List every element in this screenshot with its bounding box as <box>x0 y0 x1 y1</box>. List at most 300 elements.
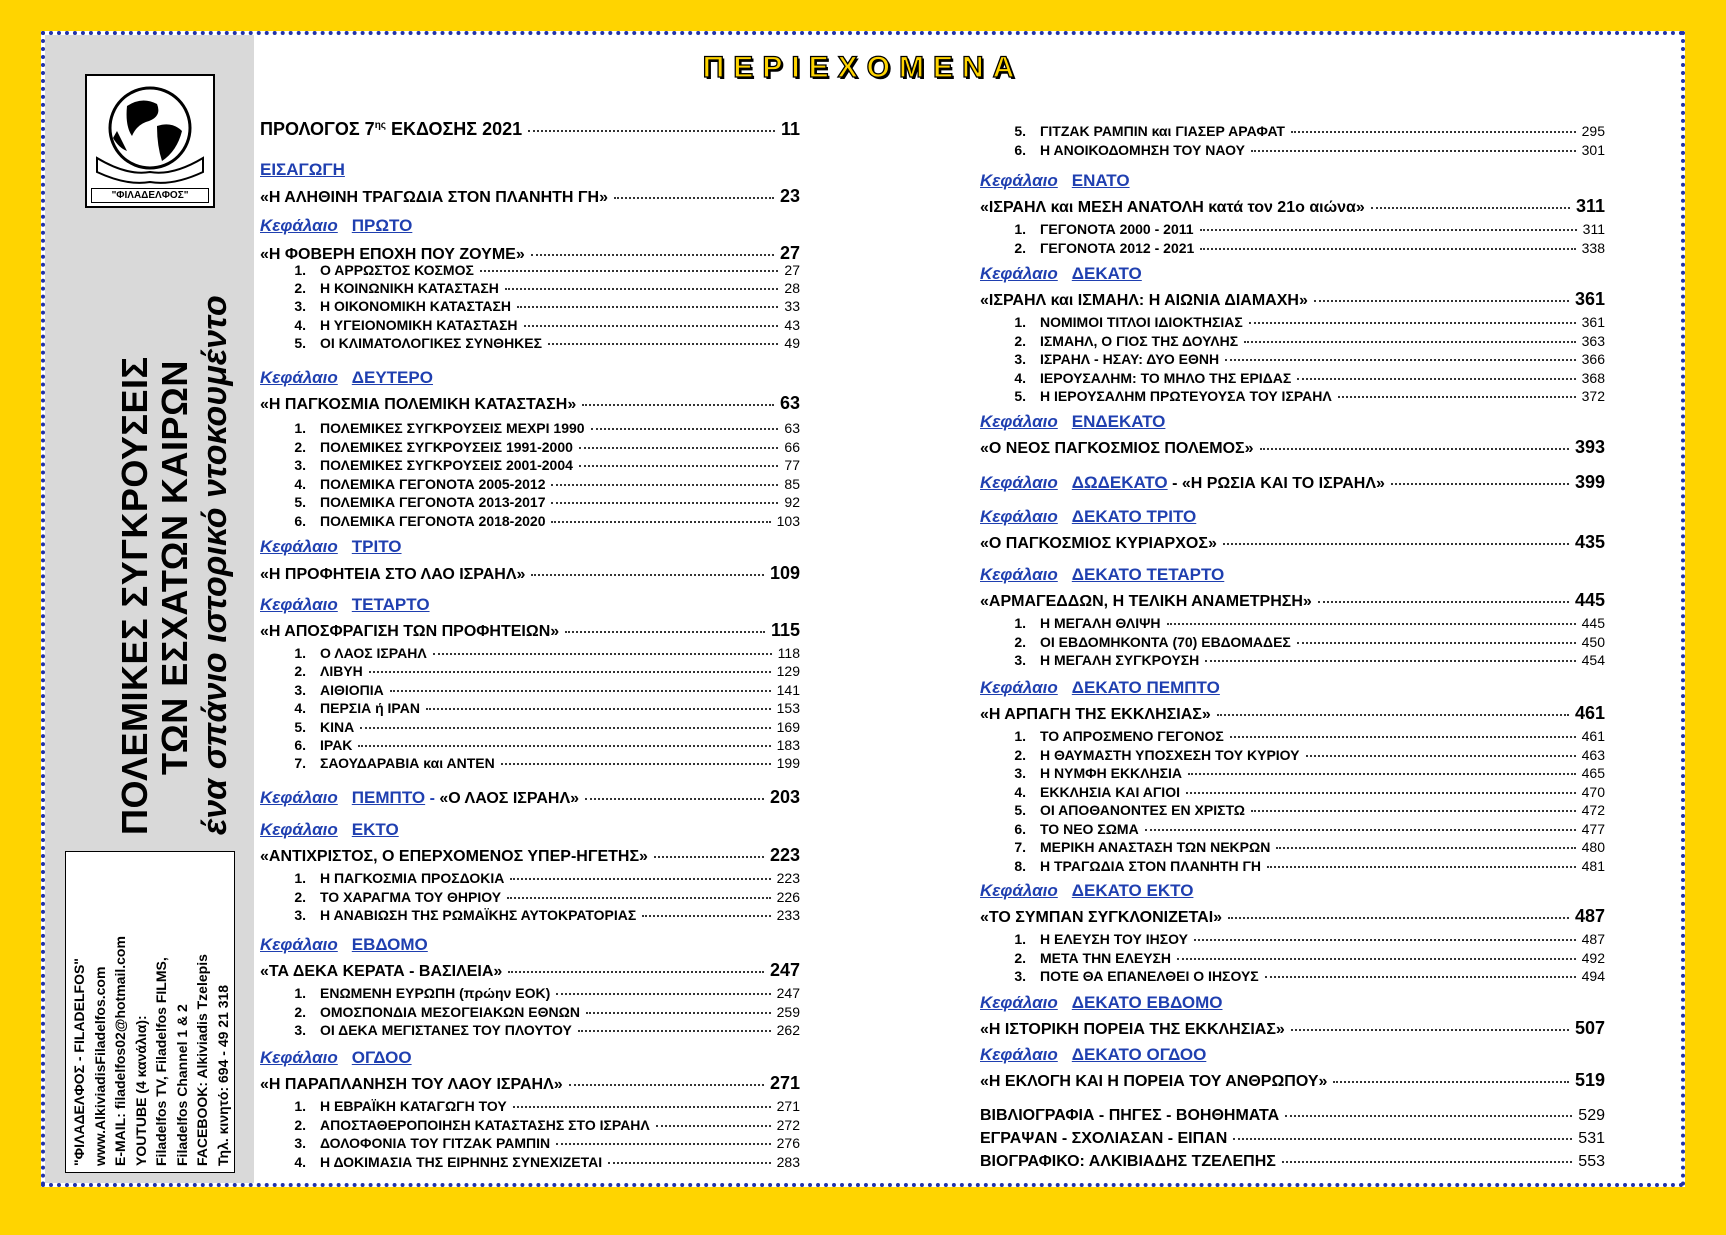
contact-line: Filadelfos TV, Filadelfos FILMS, <box>153 957 169 1166</box>
dot-leader <box>510 878 770 880</box>
item-title: ΠΟΛΕΜΙΚΕΣ ΣΥΓΚΡΟΥΣΕΙΣ 2001-2004 <box>320 457 573 473</box>
entry-row <box>260 186 800 207</box>
page-number: 63 <box>784 420 800 436</box>
page-number: 169 <box>776 718 800 735</box>
item-title: Ο ΛΑΟΣ ΙΣΡΑΗΛ <box>320 645 427 661</box>
dot-leader <box>1194 939 1576 941</box>
logo <box>85 74 215 208</box>
list-item <box>260 317 800 333</box>
item-title: ΠΟΛΕΜΙΚΕΣ ΣΥΓΚΡΟΥΣΕΙΣ ΜΕΧΡΙ 1990 <box>320 420 585 436</box>
chapter-number: ΕΒΔΟΜΟ <box>351 935 428 954</box>
chapter-number: ΔΕΚΑΤΟ ΤΕΤΑΡΤΟ <box>1071 565 1225 584</box>
page-number: 118 <box>777 645 800 661</box>
page-number: 276 <box>776 1135 800 1151</box>
page-number: 461 <box>1574 703 1605 723</box>
list-item <box>980 931 1605 947</box>
item-number: 2. <box>1014 239 1026 256</box>
dot-leader <box>1297 642 1576 644</box>
chapter-heading <box>980 678 1220 698</box>
page-number: 338 <box>1581 239 1605 256</box>
item-title: ΠΟΛΕΜΙΚΑ ΓΕΓΟΝΟΤΑ 2013-2017 <box>320 494 546 510</box>
item-title: ΓΕΓΟΝΟΤΑ 2012 - 2021 <box>1040 239 1195 256</box>
entry-row <box>260 563 800 584</box>
entry-row <box>260 1073 800 1094</box>
entry-row <box>260 393 800 414</box>
list-item <box>260 645 800 661</box>
page-number: 311 <box>1582 221 1605 237</box>
entry-row <box>260 620 800 641</box>
item-number: 5. <box>294 494 306 510</box>
entry-title: «Η ΑΠΟΣΦΡΑΓΙΣΗ ΤΩΝ ΠΡΟΦΗΤΕΙΩΝ» <box>260 623 560 640</box>
end-entry-row <box>980 1153 1605 1171</box>
chapter-number: ΔΕΚΑΤΟ <box>1071 264 1142 283</box>
page-number: 259 <box>776 1003 800 1020</box>
dot-leader <box>1306 755 1576 757</box>
page-number: 27 <box>784 262 800 278</box>
dot-leader <box>1282 1161 1572 1163</box>
chapter-label: Κεφάλαιο <box>980 171 1058 190</box>
dot-leader <box>551 502 778 504</box>
item-number: 1. <box>294 870 306 886</box>
item-number: 5. <box>1014 123 1026 139</box>
item-number: 1. <box>1014 221 1026 237</box>
dot-leader <box>586 1012 771 1014</box>
chapter-heading <box>980 264 1142 284</box>
page-number: 295 <box>1581 123 1605 139</box>
page-number: 435 <box>1574 532 1605 552</box>
dot-leader <box>1233 1138 1572 1140</box>
dot-leader <box>480 270 779 272</box>
item-number: 2. <box>1014 332 1026 349</box>
item-number: 2. <box>294 280 306 297</box>
list-item <box>980 747 1605 763</box>
item-title: ΝΟΜΙΜΟΙ ΤΙΤΛΟΙ ΙΔΙΟΚΤΗΣΙΑΣ <box>1040 314 1243 330</box>
chapter-label: Κεφάλαιο <box>980 1045 1058 1064</box>
dot-leader <box>1285 1115 1572 1117</box>
list-item <box>980 839 1605 855</box>
entry-title: «ΤΟ ΣΥΜΠΑΝ ΣΥΓΚΛΟΝΙΖΕΤΑΙ» <box>980 909 1223 926</box>
dot-leader <box>1265 976 1576 978</box>
item-title: Ο ΑΡΡΩΣΤΟΣ ΚΟΣΜΟΣ <box>320 262 474 278</box>
page-number: 363 <box>1581 332 1605 349</box>
dot-leader <box>1205 660 1575 662</box>
entry-title: «Ο ΠΑΓΚΟΣΜΙΟΣ ΚΥΡΙΑΡΧΟΣ» <box>980 535 1217 552</box>
item-number: 3. <box>294 457 306 473</box>
entry-title: «Η ΠΡΟΦΗΤΕΙΑ ΣΤΟ ΛΑΟ ΙΣΡΑΗΛ» <box>260 566 526 583</box>
entry-row <box>260 960 800 981</box>
vertical-title-line2: ΤΩΝ ΕΣΧΑΤΩΝ ΚΑΙΡΩΝ <box>154 360 195 775</box>
chapter-heading <box>260 1048 412 1068</box>
page-number: 247 <box>776 985 800 1001</box>
entry-title: «Η ΠΑΡΑΠΛΑΝΗΣΗ ΤΟΥ ΛΑΟΥ ΙΣΡΑΗΛ» <box>260 1076 563 1093</box>
item-title: Η ΚΟΙΝΩΝΙΚΗ ΚΑΤΑΣΤΑΣΗ <box>320 280 499 297</box>
dot-leader <box>1225 359 1576 361</box>
item-title: ΟΜΟΣΠΟΝΔΙΑ ΜΕΣΟΓΕΙΑΚΩΝ ΕΘΝΩΝ <box>320 1003 580 1020</box>
item-number: 7. <box>1014 839 1026 855</box>
entry-title: «Η ΠΑΓΚΟΣΜΙΑ ΠΟΛΕΜΙΚΗ ΚΑΤΑΣΤΑΣΗ» <box>260 396 577 413</box>
dot-leader <box>531 254 774 256</box>
entry-title: «Η ΕΚΛΟΓΗ ΚΑΙ Η ΠΟΡΕΙΑ ΤΟΥ ΑΝΘΡΩΠΟΥ» <box>980 1073 1328 1090</box>
entry-title: «ΤΑ ΔΕΚΑ ΚΕΡΑΤΑ - ΒΑΣΙΛΕΙΑ» <box>260 963 503 980</box>
page-number: 262 <box>776 1022 800 1038</box>
item-number: 3. <box>294 1022 306 1038</box>
item-number: 3. <box>1014 765 1026 781</box>
page-number: 92 <box>784 494 800 510</box>
entry-title: «ΑΡΜΑΓΕΔΔΩΝ, Η ΤΕΛΙΚΗ ΑΝΑΜΕΤΡΗΣΗ» <box>980 593 1312 610</box>
item-number: 6. <box>294 737 306 753</box>
page-number: 492 <box>1581 949 1605 966</box>
item-number: 5. <box>1014 388 1026 404</box>
dot-leader <box>556 1143 770 1145</box>
entry-title: «ΙΣΡΑΗΛ και ΜΕΣΗ ΑΝΑΤΟΛΗ κατά τον 21ο αιώνα» <box>980 199 1365 216</box>
chapter-heading <box>260 935 428 955</box>
item-number: 4. <box>1014 783 1026 800</box>
page-number: 283 <box>776 1153 800 1170</box>
list-item <box>260 1154 800 1170</box>
dot-leader <box>565 631 765 633</box>
item-number: 4. <box>294 1153 306 1170</box>
chapter-number: ΔΕΚΑΤΟ ΕΒΔΟΜΟ <box>1071 993 1223 1012</box>
entry-title: ΕΓΡΑΨΑΝ - ΣΧΟΛΙΑΣΑΝ - ΕΙΠΑΝ <box>980 1130 1228 1147</box>
list-item <box>980 858 1605 874</box>
item-number: 2. <box>294 1003 306 1020</box>
list-item <box>260 889 800 905</box>
contact-line: www.AlkiviadisFiladelfos.com <box>91 966 108 1166</box>
page-number: 223 <box>776 870 800 886</box>
list-item <box>260 335 800 351</box>
list-item <box>260 476 800 492</box>
item-number: 4. <box>294 316 306 333</box>
list-item <box>980 314 1605 330</box>
dot-leader <box>614 197 774 199</box>
dot-leader <box>582 404 774 406</box>
item-title: ΟΙ ΕΒΔΟΜΗΚΟΝΤΑ (70) ΕΒΔΟΜΑΔΕΣ <box>1040 633 1291 650</box>
list-item <box>980 388 1605 404</box>
end-entry-row <box>980 1107 1605 1125</box>
page-number: 183 <box>776 737 800 753</box>
item-title: ΚΙΝΑ <box>320 718 355 735</box>
entry-row <box>980 289 1605 310</box>
page-number: 226 <box>776 888 800 905</box>
page-number: 399 <box>1574 472 1605 492</box>
list-item <box>260 280 800 296</box>
dot-leader <box>433 653 772 655</box>
prologue-row <box>260 119 800 140</box>
dot-leader <box>505 288 779 290</box>
item-number: 2. <box>1014 746 1026 763</box>
chapter-number: ΠΡΩΤΟ <box>351 216 413 235</box>
item-title: Η ΕΛΕΥΣΗ ΤΟΥ ΙΗΣΟΥ <box>1040 931 1189 947</box>
contact-line: Τηλ. κινητό: 694 - 49 21 318 <box>214 984 231 1166</box>
item-number: 7. <box>294 755 306 772</box>
chapter-label: Κεφάλαιο <box>260 820 338 839</box>
dot-leader <box>1186 792 1576 794</box>
chapter-label: Κεφάλαιο <box>980 507 1058 526</box>
item-title: Η ΥΓΕΙΟΝΟΜΙΚΗ ΚΑΤΑΣΤΑΣΗ <box>320 316 518 333</box>
chapter-label: Κεφάλαιο <box>980 412 1058 431</box>
item-title: ΑΠΟΣΤΑΘΕΡΟΠΟΙΗΣΗ ΚΑΤΑΣΤΑΣΗΣ ΣΤΟ ΙΣΡΑΗΛ <box>320 1116 650 1133</box>
entry-title: «Ο ΝΕΟΣ ΠΑΓΚΟΣΜΙΟΣ ΠΟΛΕΜΟΣ» <box>980 440 1254 457</box>
dot-leader <box>1200 248 1575 250</box>
chapter-number: ΟΓΔΟΟ <box>351 1048 412 1067</box>
chapter-heading: ΕΙΣΑΓΩΓΗ <box>260 160 345 179</box>
dot-leader <box>426 708 771 710</box>
item-number: 5. <box>294 334 306 351</box>
page-number: 487 <box>1581 931 1605 947</box>
list-item <box>260 1117 800 1133</box>
dot-leader <box>1338 396 1576 398</box>
item-title: ΜΕΤΑ ΤΗΝ ΕΛΕΥΣΗ <box>1040 949 1172 966</box>
list-item <box>260 907 800 923</box>
item-number: 2. <box>294 438 306 455</box>
page-number: 233 <box>776 907 800 923</box>
dot-leader <box>548 343 778 345</box>
dot-leader <box>528 130 775 132</box>
chapter-heading <box>260 368 433 388</box>
page-number: 445 <box>1574 590 1605 610</box>
entry-row <box>980 532 1605 553</box>
list-item <box>980 351 1605 367</box>
item-number: 1. <box>294 420 306 436</box>
entry-title: «ΙΣΡΑΗΛ και ΙΣΜΑΗΛ: Η ΑΙΩΝΙΑ ΔΙΑΜΑΧΗ» <box>980 292 1308 309</box>
dot-leader <box>1230 736 1576 738</box>
page-number: 271 <box>769 1073 800 1093</box>
list-item <box>260 513 800 529</box>
entry-title: «Η ΡΩΣΙΑ ΚΑΙ ΤΟ ΙΣΡΑΗΛ» <box>1181 475 1385 492</box>
item-number: 4. <box>294 700 306 717</box>
item-number: 2. <box>1014 633 1026 650</box>
chapter-number: ΕΚΤΟ <box>351 820 399 839</box>
entry-row <box>260 845 800 866</box>
list-item <box>260 1004 800 1020</box>
chapter-number: ΔΕΚΑΤΟ ΤΡΙΤΟ <box>1071 507 1197 526</box>
item-title: ΓΙΤΖΑΚ ΡΑΜΠΙΝ και ΓΙΑΣΕΡ ΑΡΑΦΑΤ <box>1040 123 1285 139</box>
list-item <box>980 221 1605 237</box>
dot-leader <box>591 428 779 430</box>
page-number: 49 <box>784 334 800 351</box>
dot-leader <box>654 856 764 858</box>
item-title: Η ΤΡΑΓΩΔΙΑ ΣΤΟΝ ΠΛΑΝΗΤΗ ΓΗ <box>1040 857 1261 874</box>
page-number: 461 <box>1581 728 1605 744</box>
page-number: 487 <box>1574 906 1605 926</box>
dot-leader <box>556 993 770 995</box>
entry-row <box>980 437 1605 458</box>
page-frame <box>41 31 1685 1187</box>
page-number: 28 <box>784 280 800 297</box>
item-number: 1. <box>1014 314 1026 330</box>
item-number: 1. <box>294 645 306 661</box>
dot-leader <box>513 1106 771 1108</box>
item-title: ΙΡΑΚ <box>320 737 353 753</box>
dot-leader <box>1251 810 1576 812</box>
page-number: 311 <box>1575 196 1605 216</box>
item-number: 1. <box>294 262 306 278</box>
list-item <box>980 142 1605 158</box>
logo-caption: "ΦΙΛΑΔΕΛΦΟΣ" <box>91 188 209 203</box>
item-title: ΟΙ ΔΕΚΑ ΜΕΓΙΣΤΑΝΕΣ ΤΟΥ ΠΛΟΥΤΟΥ <box>320 1022 572 1038</box>
entry-row <box>260 243 800 264</box>
chapter-number: ΠΕΜΠΤΟ <box>351 788 426 807</box>
item-title: ΕΚΚΛΗΣΙΑ ΚΑΙ ΑΓΙΟΙ <box>1040 783 1180 800</box>
page-number: 477 <box>1581 820 1605 837</box>
dot-leader <box>1145 829 1576 831</box>
item-number: 1. <box>294 1098 306 1114</box>
list-item <box>980 950 1605 966</box>
dot-leader <box>390 690 771 692</box>
page-number: 11 <box>780 119 800 139</box>
contact-line: E-MAIL: filadelfos02@hotmail.com <box>112 936 128 1166</box>
item-number: 1. <box>1014 931 1026 947</box>
entry-title: «Η ΦΟΒΕΡΗ ΕΠΟΧΗ ΠΟΥ ΖΟΥΜΕ» <box>260 246 525 263</box>
chapter-label: Κεφάλαιο <box>260 216 338 235</box>
entry-title: «Η ΑΛΗΘΙΝΗ ΤΡΑΓΩΔΙΑ ΣΤΟΝ ΠΛΑΝΗΤΗ ΓΗ» <box>260 189 608 206</box>
item-title: ΕΝΩΜΕΝΗ ΕΥΡΩΠΗ (πρώην ΕΟΚ) <box>320 985 551 1001</box>
list-item <box>260 682 800 698</box>
list-item <box>980 765 1605 781</box>
page-number: 66 <box>784 438 800 455</box>
item-title: ΜΕΡΙΚΗ ΑΝΑΣΤΑΣΗ ΤΩΝ ΝΕΚΡΩΝ <box>1040 839 1271 855</box>
dot-leader <box>358 745 770 747</box>
list-item <box>260 719 800 735</box>
prologue-title-rest: ΕΚΔΟΣΗΣ 2021 <box>386 119 523 139</box>
page-number: 531 <box>1578 1130 1605 1147</box>
dot-leader <box>360 727 770 729</box>
dot-leader <box>579 465 779 467</box>
item-number: 3. <box>294 907 306 923</box>
item-title: Η ΕΒΡΑΪΚΗ ΚΑΤΑΓΩΓΗ ΤΟΥ <box>320 1098 507 1114</box>
item-title: ΙΣΡΑΗΛ - ΗΣΑΥ: ΔΥΟ ΕΘΝΗ <box>1040 351 1220 367</box>
list-item <box>260 457 800 473</box>
entry-row <box>980 196 1605 217</box>
item-title: ΓΕΓΟΝΟΤΑ 2000 - 2011 <box>1040 221 1194 237</box>
dot-leader <box>1267 866 1576 868</box>
chapter-label: Κεφάλαιο <box>980 264 1058 283</box>
page-number: 23 <box>779 186 800 206</box>
contact-box <box>65 851 235 1173</box>
item-number: 3. <box>294 298 306 315</box>
page-number: 109 <box>769 563 800 583</box>
chapter-heading <box>260 216 412 236</box>
chapter-heading <box>260 788 425 808</box>
item-title: ΠΕΡΣΙΑ ή ΙΡΑΝ <box>320 700 420 717</box>
page-number: 463 <box>1581 746 1605 763</box>
item-number: 2. <box>1014 949 1026 966</box>
dot-leader <box>1228 917 1569 919</box>
item-number: 4. <box>294 475 306 492</box>
chapter-label: Κεφάλαιο <box>260 368 338 387</box>
chapter-heading <box>260 820 399 840</box>
page-number: 199 <box>776 755 800 772</box>
entry-row <box>980 906 1605 927</box>
chapter-heading <box>980 473 1168 493</box>
dot-leader <box>1276 847 1575 849</box>
page-number: 372 <box>1581 388 1605 404</box>
page-number: 454 <box>1581 652 1605 668</box>
dot-leader <box>1318 601 1569 603</box>
chapter-label: Κεφάλαιο <box>980 565 1058 584</box>
item-number: 3. <box>1014 351 1026 367</box>
page-number: 361 <box>1581 314 1605 330</box>
entry-title: «Η ΙΣΤΟΡΙΚΗ ΠΟΡΕΙΑ ΤΗΣ ΕΚΚΛΗΣΙΑΣ» <box>980 1021 1285 1038</box>
dot-leader <box>501 763 771 765</box>
chapter-number: ΔΕΥΤΕΡΟ <box>351 368 433 387</box>
item-number: 3. <box>294 681 306 698</box>
item-title: Η ΜΕΓΑΛΗ ΘΛΙΨΗ <box>1040 615 1161 631</box>
list-item <box>260 298 800 314</box>
item-title: ΤΟ ΑΠΡΟΣΜΕΝΟ ΓΕΓΟΝΟΣ <box>1040 728 1224 744</box>
dot-leader <box>1200 229 1577 231</box>
page-number: 272 <box>776 1116 800 1133</box>
prologue-title: ΠΡΟΛΟΓΟΣ 7 <box>260 119 375 139</box>
dot-leader <box>507 897 771 899</box>
dot-leader <box>1249 322 1576 324</box>
chapter-heading <box>980 565 1224 585</box>
chapter-number: ΔΩΔΕΚΑΤΟ <box>1071 473 1168 492</box>
item-number: 1. <box>1014 615 1026 631</box>
contact-line: YOUTUBE (4 κανάλια): <box>132 1015 149 1166</box>
item-title: Η ΝΥΜΦΗ ΕΚΚΛΗΣΙΑ <box>1040 765 1183 781</box>
contact-line: Filadelfos Channel 1 & 2 <box>173 1004 190 1166</box>
chapter-heading <box>980 881 1193 901</box>
item-number: 1. <box>294 985 306 1001</box>
vertical-title-line1: ΠΟΛΕΜΙΚΕΣ ΣΥΓΚΡΟΥΣΕΙΣ <box>114 356 155 835</box>
chapter-number: ΤΡΙΤΟ <box>351 537 402 556</box>
list-item <box>260 439 800 455</box>
dot-leader <box>1177 958 1576 960</box>
item-number: 6. <box>1014 820 1026 837</box>
chapter-heading <box>980 507 1196 527</box>
chapter-label: Κεφάλαιο <box>980 881 1058 900</box>
vertical-subtitle: ένα σπάνιο ιστορικό ντοκουμέντο <box>196 295 234 835</box>
dot-leader <box>1291 1029 1569 1031</box>
item-number: 5. <box>294 718 306 735</box>
item-number: 3. <box>1014 652 1026 668</box>
item-title: ΤΟ ΝΕΟ ΣΩΜΑ <box>1040 820 1139 837</box>
chapter-number: ΤΕΤΑΡΤΟ <box>351 595 430 614</box>
dot-leader <box>1291 131 1576 133</box>
chapter-number: ΕΝΑΤΟ <box>1071 171 1130 190</box>
page-number: 33 <box>784 298 800 315</box>
page-number: 393 <box>1574 437 1605 457</box>
item-title: ΟΙ ΑΠΟΘΑΝΟΝΤΕΣ ΕΝ ΧΡΙΣΤΩ <box>1040 802 1246 818</box>
page-number: 553 <box>1578 1153 1605 1170</box>
item-title: ΔΟΛΟΦΟΝΙΑ ΤΟΥ ΓΙΤΖΑΚ ΡΑΜΠΙΝ <box>320 1135 551 1151</box>
item-title: ΙΕΡΟΥΣΑΛΗΜ: ΤΟ ΜΗΛΟ ΤΗΣ ΕΡΙΔΑΣ <box>1040 369 1292 386</box>
item-number: 1. <box>1014 728 1026 744</box>
page-number: 43 <box>784 316 800 333</box>
entry-title: ΒΙΒΛΙΟΓΡΑΦΙΑ - ΠΗΓΕΣ - ΒΟΗΘΗΜΑΤΑ <box>980 1107 1280 1124</box>
item-title: ΣΑΟΥΔΑΡΑΒΙΑ και ΑΝΤΕΝ <box>320 755 495 772</box>
list-item <box>980 821 1605 837</box>
item-title: ΠΟΤΕ ΘΑ ΕΠΑΝΕΛΘΕΙ Ο ΙΗΣΟΥΣ <box>1040 968 1259 984</box>
page-number: 129 <box>776 663 800 680</box>
end-entry-row <box>980 1130 1605 1148</box>
list-item <box>260 663 800 679</box>
dot-leader <box>1314 300 1569 302</box>
page-number: 141 <box>776 681 800 698</box>
list-item <box>260 985 800 1001</box>
list-item <box>260 870 800 886</box>
list-item <box>260 420 800 436</box>
list-item <box>260 262 800 278</box>
chapter-label: Κεφάλαιο <box>260 1048 338 1067</box>
page-number: 480 <box>1581 839 1605 855</box>
dot-leader <box>1333 1081 1569 1083</box>
dot-leader <box>1251 150 1576 152</box>
page-number: 507 <box>1574 1018 1605 1038</box>
chapter-number: ΔΕΚΑΤΟ ΠΕΜΠΤΟ <box>1071 678 1220 697</box>
list-item <box>980 652 1605 668</box>
